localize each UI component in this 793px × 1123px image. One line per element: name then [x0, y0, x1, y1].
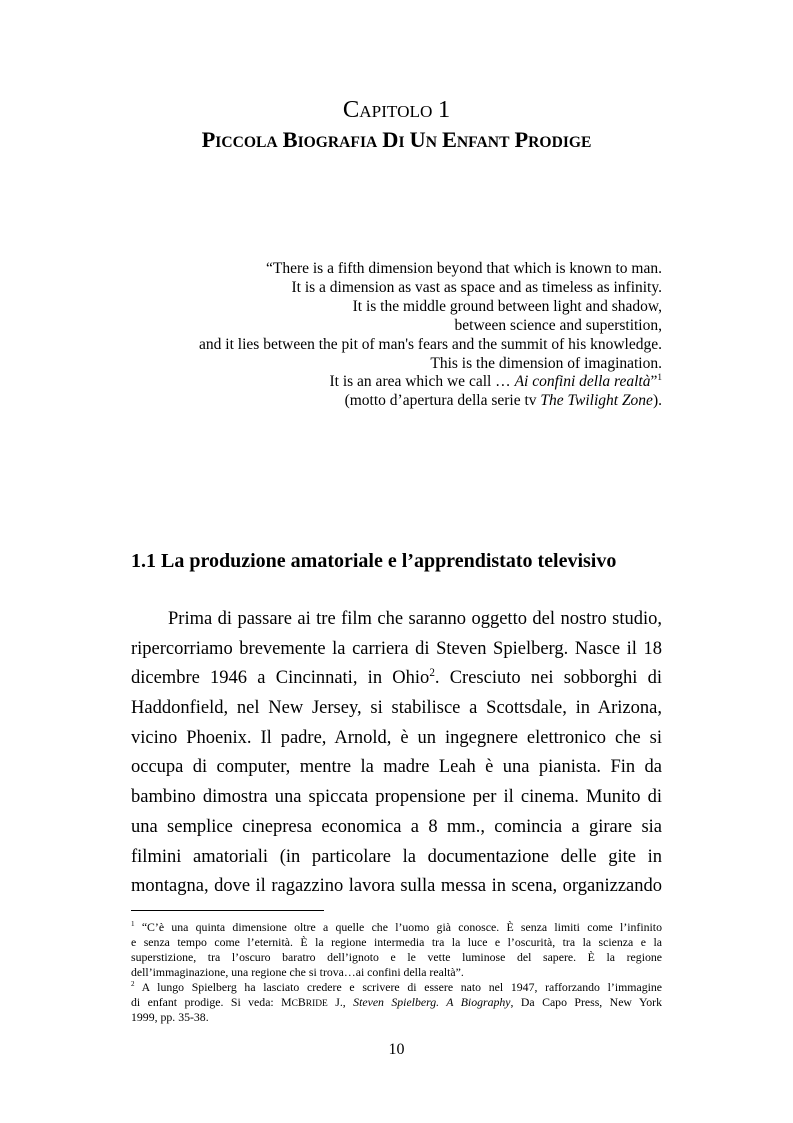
publisher: , Da Capo Press, New York: [510, 995, 663, 1009]
epigraph-source-text: (motto d’apertura della serie tv: [344, 392, 541, 410]
body-line: vicino Phoenix. Il padre, Arnold, è un ingegnere elettronico che si: [131, 727, 662, 748]
body-line: filmini amatoriali (in particolare la documentazione delle gite in: [131, 846, 662, 867]
epigraph-call-text: It is an area which we call …: [329, 373, 515, 391]
epigraph-closing-quote: ”: [650, 373, 658, 391]
footnote-2-line: 1999, pp. 35-38.: [131, 1010, 209, 1024]
epigraph-source-end: ).: [652, 392, 662, 410]
body-line-text: dicembre 1946 a Cincinnati, in Ohio: [131, 668, 430, 689]
title-word-enfant-cap: E: [441, 127, 457, 152]
chapter-label-rest: APITOLO: [359, 102, 433, 121]
author-cap: B: [297, 995, 306, 1009]
author-initial: J.,: [327, 995, 354, 1009]
epigraph-line: and it lies between the pit of man's fears and the summit of his knowledge.: [199, 335, 662, 353]
chapter-label-cap: C: [342, 96, 360, 123]
body-paragraph: [131, 605, 662, 902]
epigraph-line: It is a dimension as vast as space and as timeless as infinity.: [291, 278, 662, 296]
epigraph-line: “There is a fifth dimension beyond that which is known to man.: [265, 260, 662, 277]
page-number: 10: [388, 1041, 405, 1058]
footnote-2-text: di enfant prodige. Si veda: M: [131, 995, 292, 1009]
chapter-number-value: 1: [437, 96, 451, 123]
body-line: occupa di computer, mentre la madre Leah è una pianista. Fin da: [131, 757, 662, 778]
footnote-divider: [131, 910, 324, 911]
footnote-2-line: [131, 995, 662, 1010]
title-word-prodige-cap: P: [514, 127, 529, 152]
author-smallcaps: C: [291, 999, 298, 1009]
chapter-title: [0, 127, 793, 156]
title-word-piccola-rest: ICCOLA: [215, 134, 278, 151]
title-word-biografia-cap: B: [282, 127, 298, 152]
footnote-1-line: dell’immaginazione, una regione che si trova…ai confini della realtà”.: [131, 965, 464, 979]
book-title: Steven Spielberg. A Biography: [353, 995, 511, 1009]
epigraph-source: [102, 392, 662, 411]
body-line: Haddonfield, nel New Jersey, si stabilisce a Scottsdale, in Arizona,: [131, 698, 662, 719]
footnote-2-text: A lungo Spielberg ha lasciato credere e scrivere di essere nato nel 1947, rafforzando l’immagine: [134, 980, 662, 994]
epigraph-italian-title: Ai confini della realtà: [514, 373, 651, 391]
title-word-enfant-rest: NFANT: [456, 134, 510, 151]
title-word-biografia-rest: IOGRAFIA: [297, 134, 378, 151]
epigraph-line: It is the middle ground between light and shadow,: [352, 297, 662, 315]
epigraph-line: between science and superstition,: [454, 316, 662, 334]
epigraph-series-title: The Twilight Zone: [540, 392, 653, 410]
body-line: ripercorriamo brevemente la carriera di Steven Spielberg. Nasce il 18: [131, 638, 662, 659]
body-line: bambino dimostra una spiccata propensione per il cinema. Munito di: [131, 787, 662, 808]
footnote-1-text: “C’è una quinta dimensione oltre a quelle che l’uomo già conosce. È senza limiti come l’infinito: [134, 920, 662, 934]
body-line: montagna, dove il ragazzino lavora sulla messa in scena, organizzando: [131, 876, 662, 897]
title-word-prodige-rest: RODIGE: [528, 134, 592, 151]
title-word-di-cap: D: [382, 127, 399, 152]
footnote-2-line: [131, 980, 662, 995]
body-line: [131, 664, 662, 694]
footnote-2-marker: 2: [131, 980, 135, 989]
epigraph-line: This is the dimension of imagination.: [430, 354, 662, 372]
footnote-1-line: superstizione, tra l’oscuro baratro dell’ignoto e le vette luminose del sapere. È la regione: [131, 950, 662, 964]
footnote-1-line: [131, 920, 662, 935]
footnote-ref-2[interactable]: 2: [429, 667, 435, 680]
title-word-di-rest: I: [398, 134, 405, 151]
footnote-1-line: e senza tempo come l’eternità. È la regione intermedia tra la luce e l’oscurità, tra la scienza e la: [131, 935, 662, 949]
footnote-1-marker: 1: [131, 920, 135, 929]
chapter-number: [0, 97, 793, 125]
epigraph-line-call: [102, 373, 662, 392]
author-smallcaps: RIDE: [305, 999, 328, 1009]
title-word-piccola-cap: P: [201, 127, 216, 152]
title-word-un-cap: U: [409, 127, 426, 152]
section-heading: 1.1 La produzione amatoriale e l’apprendistato televisivo: [131, 550, 617, 572]
epigraph: [102, 260, 662, 411]
body-line: Prima di passare ai tre film che saranno oggetto del nostro studio,: [168, 609, 662, 629]
body-line: una semplice cinepresa economica a 8 mm., comincia a girare sia: [131, 816, 662, 837]
footnote-ref-1[interactable]: 1: [657, 373, 662, 384]
title-word-un-rest: N: [425, 134, 437, 151]
body-line-text: . Cresciuto nei sobborghi di: [434, 668, 662, 689]
footnotes: [131, 920, 662, 1025]
